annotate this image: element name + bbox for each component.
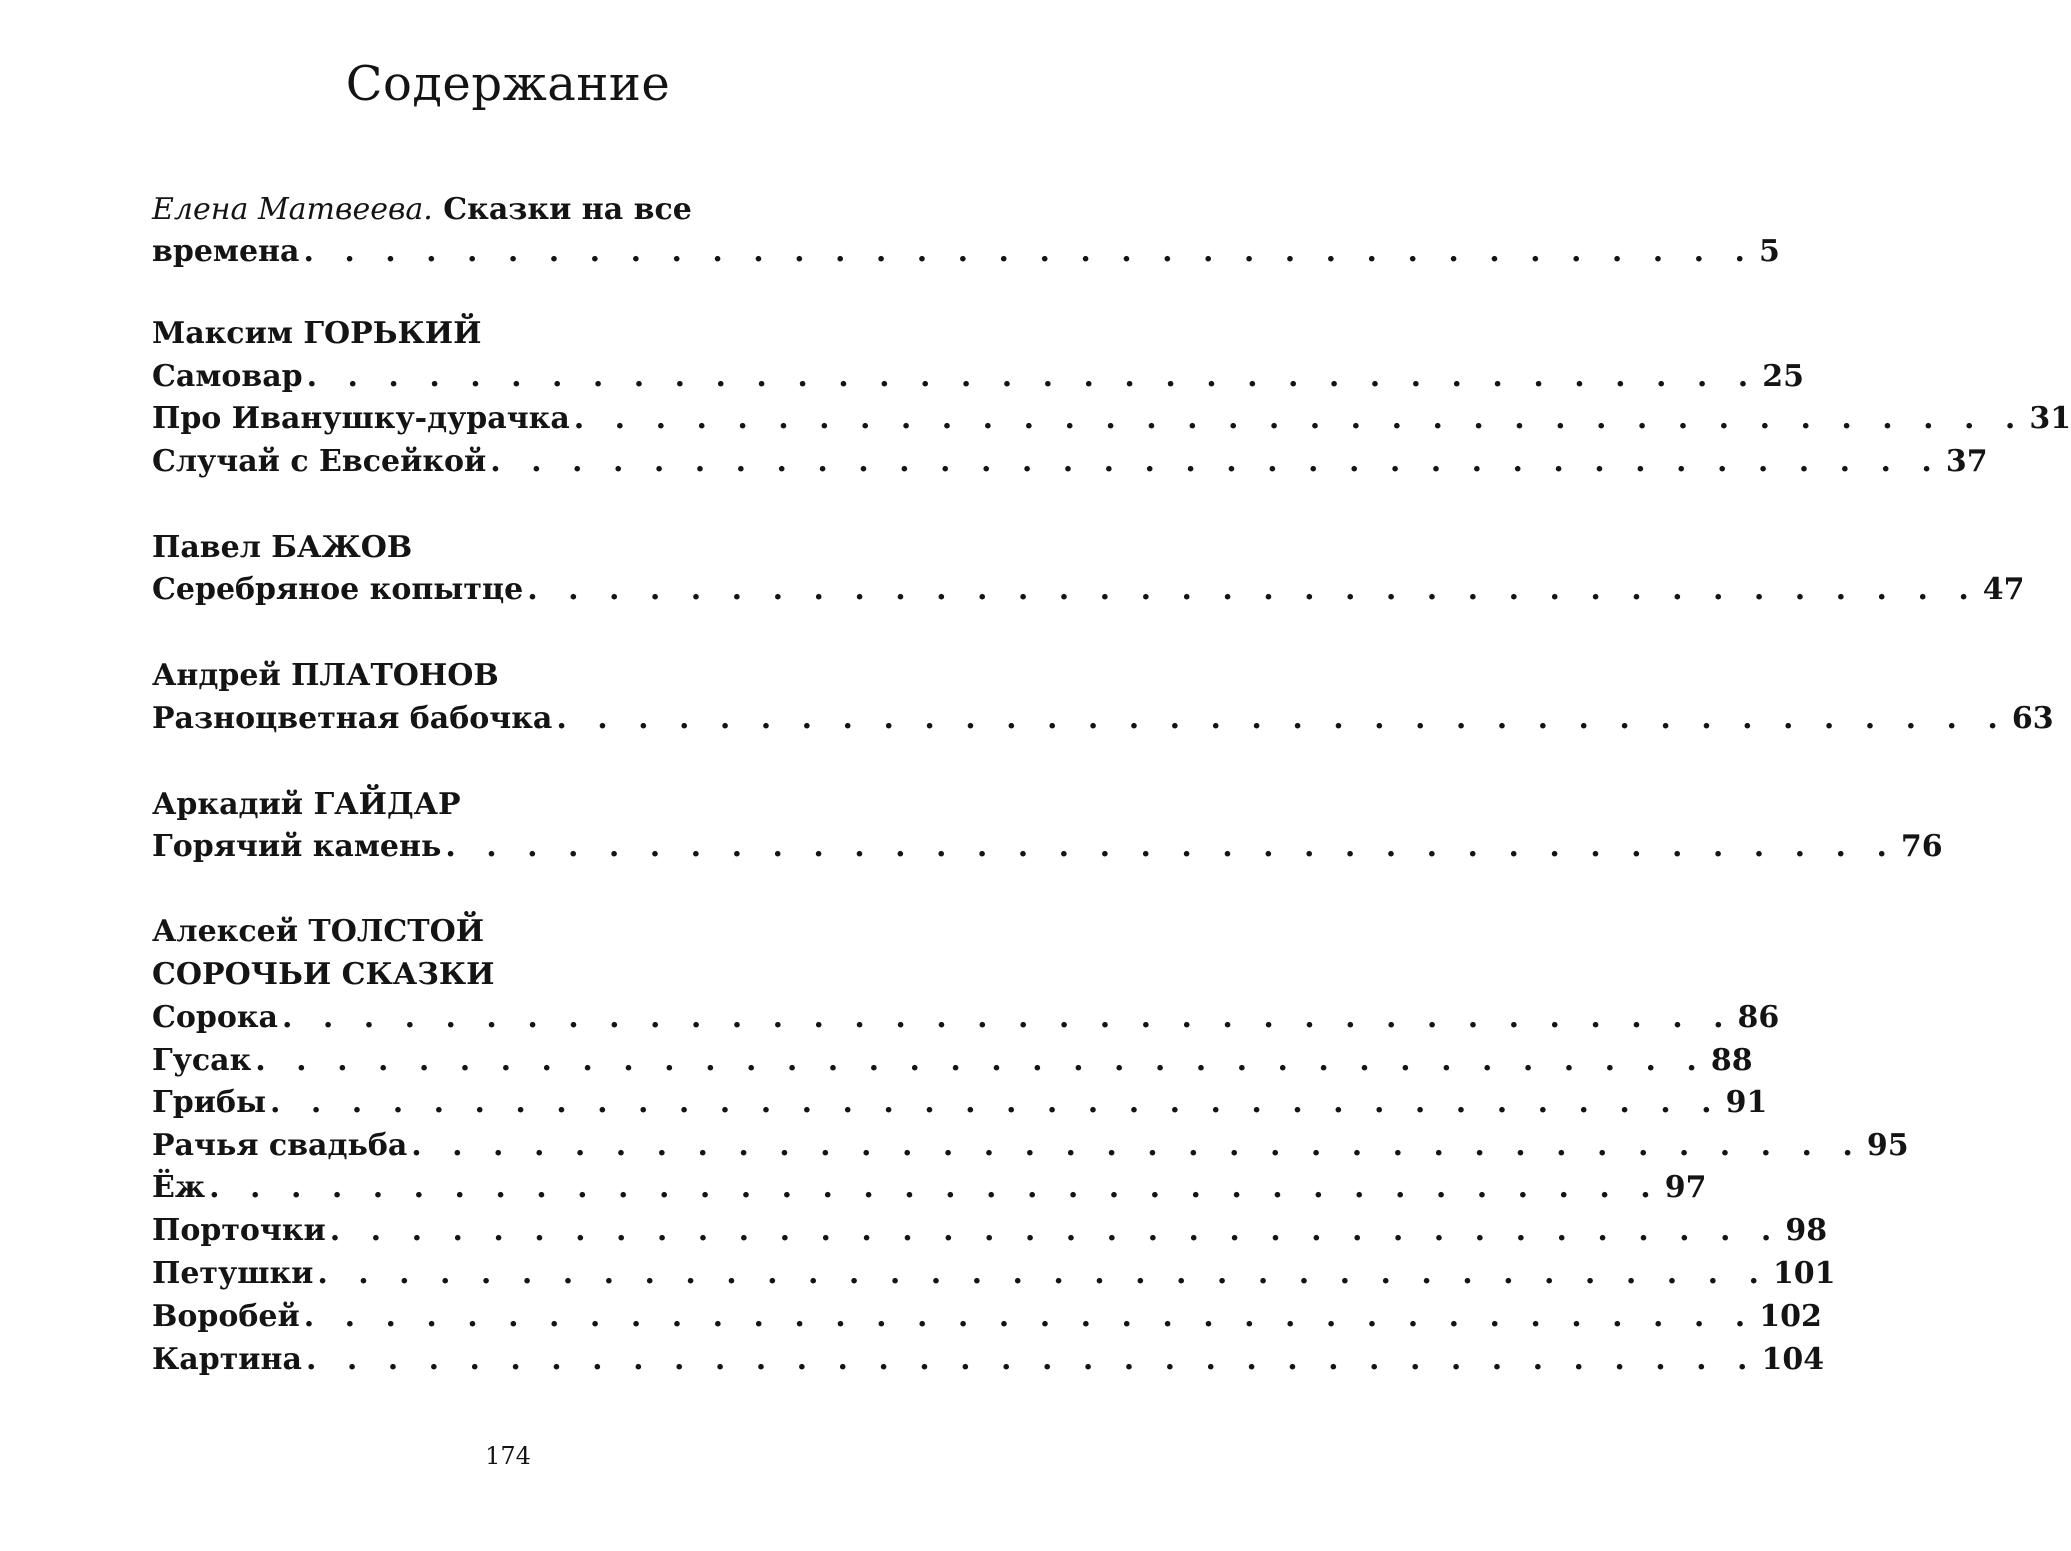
dot-leader: . . . . . . . . . . . . . . . . . . . . . . . . . . . . . . . . . . . . [527,572,1979,607]
entry-page: 37 [1945,444,1988,479]
entry-title: Воробей [152,1299,300,1334]
toc-entry [152,1210,1828,1252]
dot-leader: . . . . . . . . . . . . . . . . . . . . . . . . . . . . . . . . . . . . [255,1043,1707,1078]
dot-leader: . . . . . . . . . . . . . . . . . . . . . . . . . . . . . . . . . . . . [209,1170,1661,1205]
dot-leader: . . . . . . . . . . . . . . . . . . . . . . . . . . . . . . . . . . . . [303,1299,1756,1334]
entry-title: Ёж [152,1170,206,1205]
toc-entry [152,441,1988,483]
dot-leader: . . . . . . . . . . . . . . . . . . . . . . . . . . . . . . . . . . . . [490,444,1942,479]
dot-leader: . . . . . . . . . . . . . . . . . . . . . . . . . . . . . . . . . . . . [573,401,2026,436]
entry-title: Серебряное копытце [152,572,524,607]
section-author: Максим ГОРЬКИЙ [152,316,482,351]
toc-entry [152,997,1780,1039]
dot-leader: . . . . . . . . . . . . . . . . . . . . . . . . . . . . . . . . . . . . [270,1085,1722,1120]
toc-entry [152,1082,1768,1124]
entry-title: Самовар [152,359,303,394]
entry-page: 95 [1866,1128,1909,1163]
entry-title: Случай с Евсейкой [152,444,487,479]
toc-entry [152,1125,1909,1167]
entry-page: 76 [1900,829,1943,864]
entry-page: 102 [1759,1299,1822,1334]
toc-entry [152,1339,1825,1381]
entry-title: Про Иванушку-дурачка [152,401,570,436]
intro-page: 5 [1759,234,1780,269]
entry-title: Разноцветная бабочка [152,701,553,736]
section-author: Алексей ТОЛСТОЙ [152,914,485,949]
entry-page: 63 [2011,701,2054,736]
entry-page: 86 [1737,1000,1780,1035]
dot-leader: . . . . . . . . . . . . . . . . . . . . . . . . . . . . . . . . . . . . [329,1213,1782,1248]
entry-title: Гусак [152,1043,252,1078]
intro-entry-line2 [152,231,1780,273]
entry-page: 104 [1761,1342,1825,1377]
entry-page: 91 [1725,1085,1768,1120]
dot-leader: . . . . . . . . . . . . . . . . . . . . . . . . . . . . . . . . . . . . [306,359,1759,394]
toc-entry [152,1167,1707,1209]
toc-entry [152,826,1943,868]
entry-title: Грибы [152,1085,267,1120]
toc-entry [152,398,2071,440]
dot-leader: . . . . . . . . . . . . . . . . . . . . . . . . . . . . . . . . . . . . [303,234,1756,269]
intro-title-part2: времена [152,234,300,269]
intro-author: Елена Матвеева. [152,192,433,227]
page-title: Содержание [345,56,671,112]
entry-title: Сорока [152,1000,278,1035]
dot-leader: . . . . . . . . . . . . . . . . . . . . . . . . . . . . . . . . . . . . [305,1342,1758,1377]
intro-title-part1: Сказки на все [432,192,692,227]
entry-title: Картина [152,1342,302,1377]
entry-title: Горячий камень [152,829,442,864]
entry-page: 97 [1664,1170,1707,1205]
entry-page: 88 [1710,1043,1753,1078]
entry-page: 47 [1982,572,2025,607]
dot-leader: . . . . . . . . . . . . . . . . . . . . . . . . . . . . . . . . . . . . [411,1128,1863,1163]
entry-page: 101 [1772,1256,1836,1291]
entry-page: 25 [1762,359,1804,394]
toc-entry [152,698,2054,740]
toc-entry [152,1296,1822,1338]
entry-title: Порточки [152,1213,326,1248]
toc-entry [152,569,2025,611]
section-author: Павел БАЖОВ [152,530,413,565]
intro-entry-line1 [152,189,692,231]
entry-title: Петушки [152,1256,314,1291]
entry-page: 31 [2029,401,2071,436]
dot-leader: . . . . . . . . . . . . . . . . . . . . . . . . . . . . . . . . . . . . [281,1000,1734,1035]
toc-entry [152,356,1804,398]
section-author: Аркадий ГАЙДАР [152,787,461,822]
entry-page: 98 [1785,1213,1828,1248]
toc-entry [152,1253,1836,1295]
dot-leader: . . . . . . . . . . . . . . . . . . . . . . . . . . . . . . . . . . . . [317,1256,1769,1291]
section-author: Андрей ПЛАТОНОВ [152,658,499,693]
dot-leader: . . . . . . . . . . . . . . . . . . . . . . . . . . . . . . . . . . . . [445,829,1897,864]
dot-leader: . . . . . . . . . . . . . . . . . . . . . . . . . . . . . . . . . . . . [556,701,2008,736]
entry-title: Рачья свадьба [152,1128,408,1163]
toc-entry [152,1040,1753,1082]
section-subheading: СОРОЧЬИ СКАЗКИ [152,957,495,992]
page-number: 174 [485,1442,531,1470]
